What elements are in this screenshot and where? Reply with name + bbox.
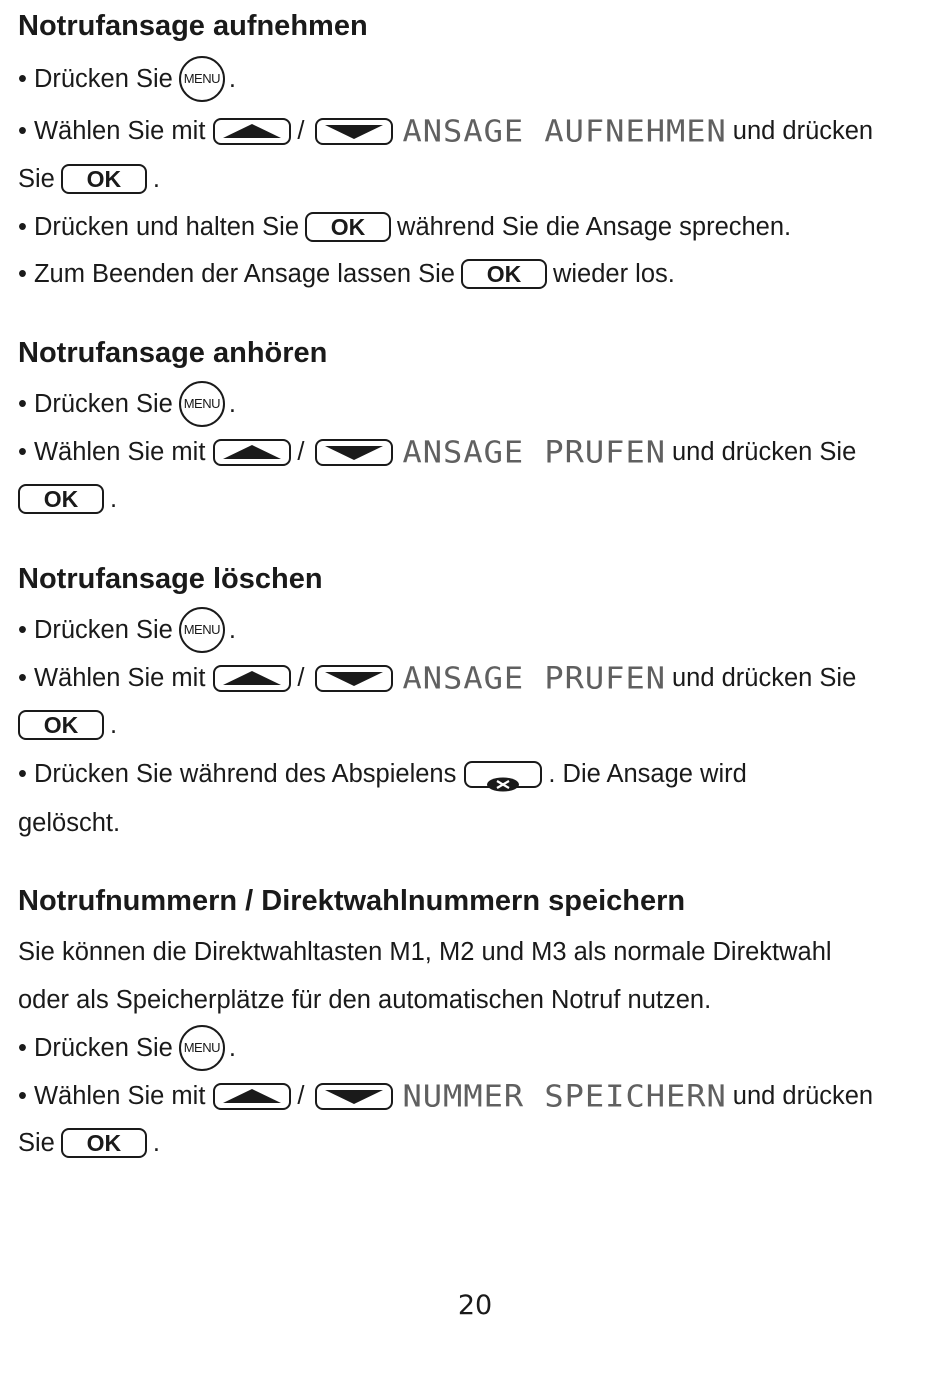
step-press-hold-ok: • Drücken und halten Sie OK während Sie die Ansage sprechen.	[18, 213, 792, 241]
step-press-menu-1: • Drücken Sie MENU .	[18, 54, 236, 104]
ok-key-icon: OK	[305, 212, 391, 242]
heading-save-numbers: Notrufnummern / Direktwahlnummern speichern	[18, 885, 686, 917]
step-select-record: • Wählen Sie mit / ANSAGE AUFNEHMEN und drücken	[18, 106, 873, 156]
lcd-display-text: NUMMER SPEICHERN	[402, 1077, 727, 1115]
heading-listen-announcement: Notrufansage anhören	[18, 337, 328, 369]
intro-paragraph-line-2: oder als Speicherplätze für den automatischen Notruf nutzen.	[18, 986, 712, 1014]
step-release-ok: • Zum Beenden der Ansage lassen Sie OK wieder los.	[18, 260, 675, 288]
menu-key-icon: MENU	[179, 381, 225, 427]
up-arrow-key-icon	[213, 439, 291, 466]
step-select-check-delete: • Wählen Sie mit / ANSAGE PRUFEN und drücken Sie	[18, 653, 856, 703]
step-press-menu-2: • Drücken Sie MENU .	[18, 379, 236, 429]
ok-key-icon: OK	[18, 484, 104, 514]
step-press-delete-cont: gelöscht.	[18, 809, 121, 837]
down-arrow-key-icon	[315, 439, 393, 466]
up-arrow-key-icon	[213, 1083, 291, 1110]
menu-key-icon: MENU	[179, 607, 225, 653]
step-select-check: • Wählen Sie mit / ANSAGE PRUFEN und drücken Sie	[18, 427, 856, 477]
lcd-display-text: ANSAGE AUFNEHMEN	[402, 112, 727, 150]
step-select-save-number: • Wählen Sie mit / NUMMER SPEICHERN und drücken	[18, 1071, 873, 1121]
page-number: 20	[457, 1290, 493, 1321]
ok-key-icon: OK	[18, 710, 104, 740]
step-press-menu-4: • Drücken Sie MENU .	[18, 1023, 236, 1073]
down-arrow-key-icon	[315, 118, 393, 145]
delete-key-icon	[464, 761, 542, 788]
ok-key-icon: OK	[61, 164, 147, 194]
step-select-check-delete-cont: OK .	[18, 700, 117, 750]
down-arrow-key-icon	[315, 1083, 393, 1110]
step-press-delete: • Drücken Sie während des Abspielens . Die Ansage wird	[18, 749, 747, 799]
lcd-display-text: ANSAGE PRUFEN	[402, 659, 666, 697]
up-arrow-key-icon	[213, 118, 291, 145]
down-arrow-key-icon	[315, 665, 393, 692]
heading-record-announcement: Notrufansage aufnehmen	[18, 10, 368, 42]
step-select-save-number-cont: Sie OK .	[18, 1129, 160, 1157]
heading-delete-announcement: Notrufansage löschen	[18, 563, 323, 595]
ok-key-icon: OK	[461, 259, 547, 289]
ok-key-icon: OK	[61, 1128, 147, 1158]
step-press-menu-3: • Drücken Sie MENU .	[18, 605, 236, 655]
menu-key-icon: MENU	[179, 56, 225, 102]
step-select-record-cont: Sie OK .	[18, 165, 160, 193]
intro-paragraph-line-1: Sie können die Direktwahltasten M1, M2 und M3 als normale Direktwahl	[18, 938, 832, 966]
step-select-check-cont: OK .	[18, 474, 117, 524]
menu-key-icon: MENU	[179, 1025, 225, 1071]
lcd-display-text: ANSAGE PRUFEN	[402, 433, 666, 471]
up-arrow-key-icon	[213, 665, 291, 692]
